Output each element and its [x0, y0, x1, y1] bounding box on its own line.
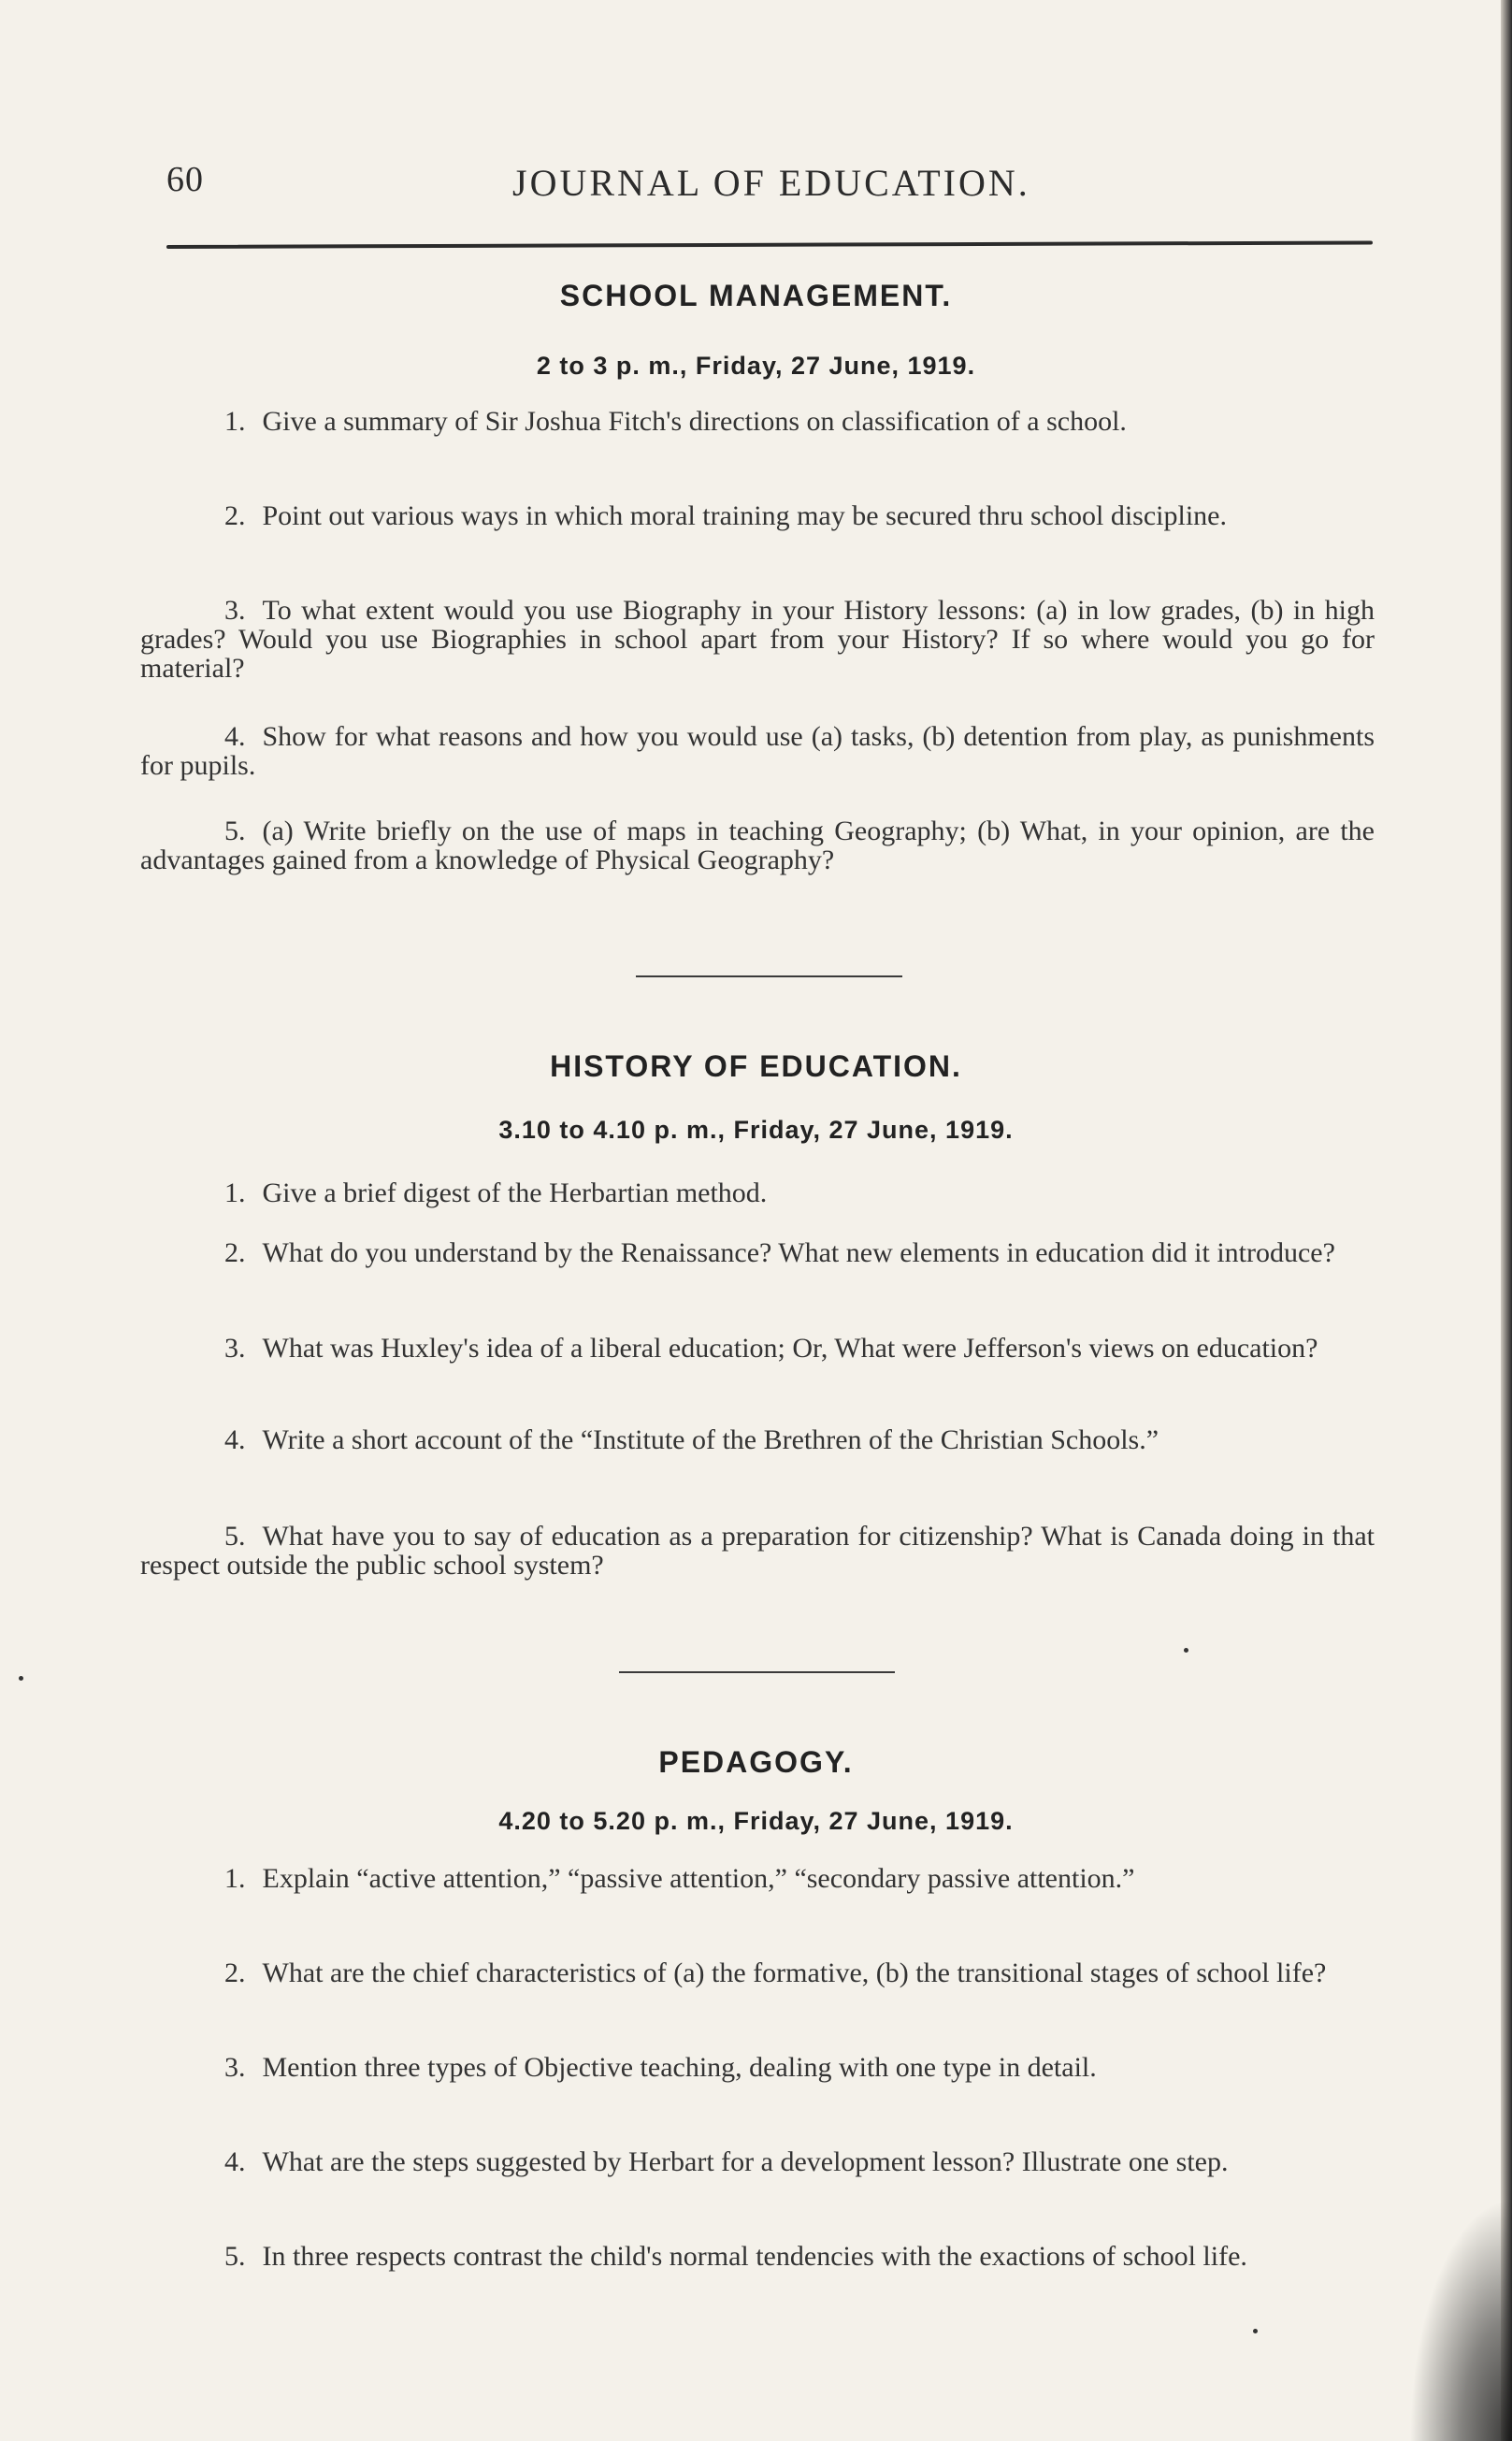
question-text: What was Huxley's idea of a liberal education; Or, What were Jefferson's views on education? [262, 1333, 1318, 1364]
question [140, 2147, 1375, 2176]
section-divider [636, 975, 902, 977]
question [140, 1958, 1375, 1987]
header-rule [166, 240, 1373, 249]
question [140, 1864, 1375, 1893]
question-text: Mention three types of Objective teaching, dealing with one type in detail. [262, 2052, 1097, 2083]
question-text: (a) Write briefly on the use of maps in teaching Geography; (b) What, in your opinion, are the advantages gained from a knowledge of Physical Geography? [140, 816, 1375, 875]
question-number: 4. [224, 721, 246, 752]
question-number: 2. [224, 1957, 246, 1988]
question [140, 816, 1375, 874]
question-number: 5. [224, 2241, 246, 2272]
question [140, 1178, 1375, 1207]
corner-shadow [1409, 2198, 1512, 2441]
question-number: 3. [224, 2052, 246, 2083]
question-text: What have you to say of education as a preparation for citizenship? What is Canada doing in that respect outside the public school system? [140, 1521, 1375, 1581]
page-number: 60 [166, 160, 204, 199]
question-number: 3. [224, 595, 246, 626]
section-divider [619, 1671, 895, 1673]
question-number: 2. [224, 500, 246, 531]
print-speck [1184, 1648, 1188, 1653]
question [140, 2242, 1375, 2271]
question-number: 1. [224, 406, 246, 437]
question [140, 722, 1375, 780]
question [140, 407, 1375, 436]
question [140, 1334, 1375, 1363]
print-speck [19, 1676, 23, 1681]
question-text: What are the chief characteristics of (a) the formative, (b) the transitional stages of school life? [262, 1957, 1327, 1988]
question [140, 1522, 1375, 1580]
question-text: What do you understand by the Renaissance? What new elements in education did it introduce? [262, 1237, 1335, 1268]
question-number: 2. [224, 1237, 246, 1268]
question-text: What are the steps suggested by Herbart for a development lesson? Illustrate one step. [262, 2146, 1229, 2177]
section-title: HISTORY OF EDUCATION. [550, 1049, 962, 1083]
question [140, 596, 1375, 683]
section-time: 4.20 to 5.20 p. m., Friday, 27 June, 1919. [498, 1807, 1014, 1835]
page-header [0, 159, 1512, 215]
question-number: 1. [224, 1863, 246, 1894]
question-text: In three respects contrast the child's normal tendencies with the exactions of school life. [262, 2241, 1247, 2272]
section-title: PEDAGOGY. [658, 1745, 854, 1779]
question [140, 501, 1375, 530]
question-text: Write a short account of the “Institute of the Brethren of the Christian Schools.” [262, 1424, 1159, 1455]
question-number: 3. [224, 1333, 246, 1364]
question-text: Show for what reasons and how you would use (a) tasks, (b) detention from play, as punishments for pupils. [140, 721, 1375, 781]
question-number: 5. [224, 816, 246, 846]
section-time: 2 to 3 p. m., Friday, 27 June, 1919. [536, 352, 976, 380]
question-number: 4. [224, 1424, 246, 1455]
question-number: 4. [224, 2146, 246, 2177]
question [140, 2053, 1375, 2082]
question-text: Point out various ways in which moral training may be secured thru school discipline. [262, 500, 1227, 531]
section-time: 3.10 to 4.10 p. m., Friday, 27 June, 1919. [498, 1116, 1014, 1144]
question-text: Give a summary of Sir Joshua Fitch's directions on classification of a school. [262, 406, 1127, 437]
section-title: SCHOOL MANAGEMENT. [559, 279, 953, 312]
question-text: To what extent would you use Biography in your History lessons: (a) in low grades, (b) in high grades? Would you use Biographies in school apart from your History? If so where would you go for material? [140, 595, 1375, 684]
question [140, 1425, 1375, 1454]
question-text: Give a brief digest of the Herbartian method. [262, 1177, 768, 1208]
question-text: Explain “active attention,” “passive attention,” “secondary passive attention.” [262, 1863, 1135, 1894]
print-speck [1253, 2329, 1258, 2333]
question-number: 1. [224, 1177, 246, 1208]
question [140, 1238, 1375, 1267]
question-number: 5. [224, 1521, 246, 1552]
journal-title: JOURNAL OF EDUCATION. [512, 162, 1030, 204]
